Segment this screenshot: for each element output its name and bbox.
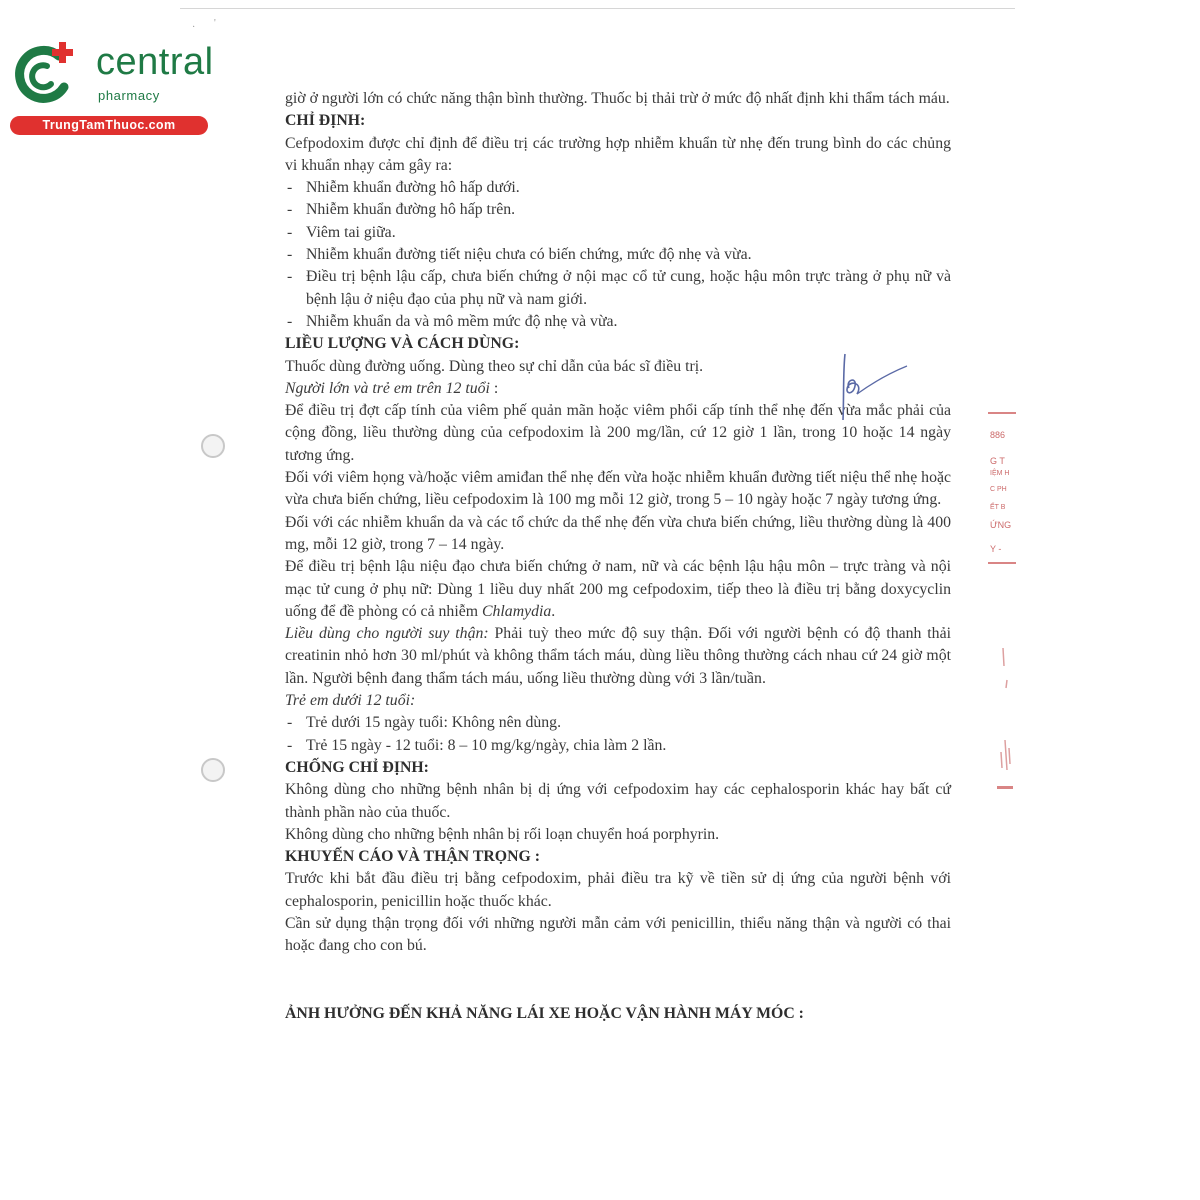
section-gap (285, 958, 951, 1003)
gonorrhea-end: . (551, 602, 556, 620)
renal-text: Phải tuỳ theo mức độ suy thận. Đối với người bệnh có độ thanh thải creatinin nhỏ hơn 30 ml/phút và không thẩm tách máu, dùng liều thông thường cách nhau cứ 24 giờ một lần. Người bệnh đang thẩm tách máu, uống liều thường dùng với 3 lần/tuần. (285, 625, 951, 687)
contraindications-paragraph: Không dùng cho những bệnh nhân bị dị ứng với cefpodoxim hay các cephalosporin khác hay bất cứ thành phần nào của thuốc. (285, 781, 951, 821)
stamp-border (988, 562, 1016, 564)
list-item: - Nhiễm khuẩn đường tiết niệu chưa có biến chứng, mức độ nhẹ và vừa. (285, 244, 951, 266)
red-stamp-fragment (988, 412, 1018, 582)
child-dosage-list (285, 712, 951, 757)
stamp-text: 886 (990, 430, 1006, 440)
contraindications-paragraph: Không dùng cho những bệnh nhân bị rối loạn chuyển hoá porphyrin. (285, 825, 720, 843)
list-item: - Trẻ 15 ngày - 12 tuổi: 8 – 10 mg/kg/ngày, chia làm 2 lần. (285, 735, 951, 757)
leaflet-body (285, 88, 951, 1025)
renal-paragraph (285, 623, 951, 690)
scan-marks (995, 640, 1017, 800)
stamp-border (988, 412, 1016, 414)
adult-subheading-text: Người lớn và trẻ em trên 12 tuổi (285, 379, 490, 397)
list-item: - Viêm tai giữa. (285, 222, 951, 244)
scan-speck: · (192, 22, 196, 33)
warnings-heading: KHUYẾN CÁO VÀ THẬN TRỌNG : (285, 848, 540, 866)
indications-paragraph: Cefpodoxim được chỉ định để điều trị các trường hợp nhiễm khuẩn từ nhẹ đến trung bình do các chủng vi khuẩn nhạy cảm gây ra: (285, 134, 951, 174)
list-item: - Trẻ dưới 15 ngày tuổi: Không nên dùng. (285, 712, 951, 734)
dosage-paragraph: Đối với các nhiễm khuẩn da và các tổ chức da thể nhẹ đến vừa chưa biến chứng, liều thường dùng là 400 mg, mỗi 12 giờ, trong 7 – 14 ngày. (285, 513, 951, 553)
indications-list (285, 177, 951, 333)
dosage-paragraph (285, 556, 951, 623)
indications-heading: CHỈ ĐỊNH: (285, 112, 366, 130)
signature-mark (835, 350, 915, 425)
punch-hole (201, 758, 225, 782)
pharmacy-cross-icon (10, 40, 80, 110)
list-item: - Nhiễm khuẩn da và mô mềm mức độ nhẹ và vừa. (285, 311, 951, 333)
central-pharmacy-logo[interactable] (10, 38, 220, 138)
dosage-heading: LIỀU LƯỢNG VÀ CÁCH DÙNG: (285, 335, 520, 353)
dosage-paragraph: Để điều trị đợt cấp tính của viêm phế quản mãn hoặc viêm phổi cấp tính thể nhẹ đến vừa mắc phải của cộng đồng, liều thường dùng của cefpodoxim là 200 mg/lần, cứ 12 giờ 1 lần, trong 10 hoặc 14 ngày tương ứng. (285, 402, 951, 464)
logo-url-badge[interactable]: TrungTamThuoc.com (10, 116, 208, 135)
stamp-text: G T (990, 456, 1005, 466)
renal-label: Liều dùng cho người suy thận: (285, 625, 489, 643)
dosage-paragraph: Đối với viêm họng và/hoặc viêm amiđan thể nhẹ đến vừa hoặc nhiễm khuẩn đường tiết niệu thể nhẹ hoặc vừa chưa biến chứng, liều cefpodoxim là 100 mg mỗi 12 giờ, trong 5 – 10 ngày hoặc 7 ngày tương ứng. (285, 469, 951, 509)
intro-paragraph: giờ ở người lớn có chức năng thận bình thường. Thuốc bị thải trừ ở mức độ nhất định khi thẩm tách máu. (285, 90, 950, 107)
list-item: - Điều trị bệnh lậu cấp, chưa biến chứng ở nội mạc cổ tử cung, hoặc hậu môn trực tràng ở phụ nữ và bệnh lậu ở niệu đạo của phụ nữ và nam giới. (285, 266, 951, 311)
driving-heading: ẢNH HƯỞNG ĐẾN KHẢ NĂNG LÁI XE HOẶC VẬN HÀNH MÁY MÓC : (285, 1004, 804, 1022)
gonorrhea-text: Để điều trị bệnh lậu niệu đạo chưa biến chứng ở nam, nữ và các bệnh lậu hậu môn – trực tràng và nội mạc tử cung ở phụ nữ: Dùng 1 liều duy nhất 200 mg cefpodoxim, tiếp theo là điều trị bằng doxycyclin uống để đề phòng có cả nhiễm (285, 558, 951, 620)
stamp-text: ẾT B (990, 504, 1006, 511)
logo-name: central (96, 41, 214, 83)
contraindications-heading: CHỐNG CHỈ ĐỊNH: (285, 758, 429, 776)
stamp-text: ỨNG (990, 520, 1012, 530)
logo-subtitle: pharmacy (98, 88, 160, 103)
warnings-paragraph: Trước khi bắt đầu điều trị bằng cefpodoxim, phải điều tra kỹ về tiền sử dị ứng của người bệnh với cephalosporin, penicillin hoặc thuốc khác. (285, 870, 951, 910)
list-item: - Nhiễm khuẩn đường hô hấp trên. (285, 199, 951, 221)
scan-speck: ' (214, 18, 216, 29)
chlamydia-term: Chlamydia (481, 602, 552, 620)
warnings-paragraph: Cần sử dụng thận trọng đối với những người mẫn cảm với penicillin, thiểu năng thận và người có thai hoặc đang cho con bú. (285, 914, 951, 955)
stamp-text: C PH (990, 486, 1007, 493)
dosage-paragraph: Thuốc dùng đường uống. Dùng theo sự chỉ dẫn của bác sĩ điều trị. (285, 357, 704, 375)
stamp-text: IỆM H (990, 470, 1010, 477)
child-subheading: Trẻ em dưới 12 tuổi: (285, 692, 416, 710)
stamp-text: Y - (990, 544, 1002, 554)
list-item: - Nhiễm khuẩn đường hô hấp dưới. (285, 177, 951, 199)
punch-hole (201, 434, 225, 458)
adult-subheading-colon: : (489, 379, 499, 397)
page-top-edge (180, 8, 1015, 9)
